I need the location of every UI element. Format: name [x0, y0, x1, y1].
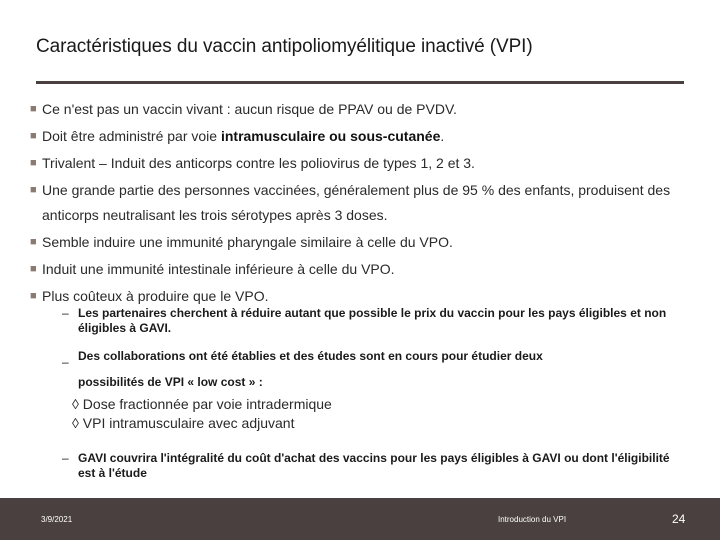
bullet-text: Plus coûteux à produire que le VPO.: [42, 288, 269, 304]
sub-sub-list: [62, 395, 682, 433]
footer-bar: [0, 498, 720, 540]
sub-bullet-item: [62, 451, 682, 481]
bullet-text: Ce n'est pas un vaccin vivant : aucun risque de PPAV ou de PVDV.: [42, 101, 457, 117]
bullet-text: Induit une immunité intestinale inférieure à celle du VPO.: [42, 261, 395, 277]
square-bullet-icon: ■: [30, 236, 37, 248]
sub-bullet-list: [62, 306, 682, 481]
bullet-item: [30, 178, 700, 228]
square-bullet-icon: ■: [30, 157, 37, 169]
sub-bullet-text-continued: possibilités de VPI « low cost » :: [78, 375, 263, 389]
dash-bullet-icon: –: [62, 355, 69, 369]
bullet-text-bold: intramusculaire ou sous-cutanée: [220, 128, 441, 144]
sub-bullet-item: [62, 306, 682, 336]
page-number: 24: [672, 512, 686, 526]
bullet-text-post: .: [440, 128, 445, 144]
sub-bullet-text: Des collaborations ont été établies et des études sont en cours pour étudier deux: [78, 349, 543, 363]
bullet-item: [30, 151, 700, 176]
footer-date: 3/9/2021: [41, 515, 73, 524]
sub-bullet-text: Les partenaires cherchent à réduire autant que possible le prix du vaccin pour les pays éligibles et non éligibles à GAVI.: [78, 306, 667, 335]
slide-title: Caractéristiques du vaccin antipoliomyélitique inactivé (VPI): [36, 36, 533, 57]
footer-presentation-name: Introduction du VPI: [498, 515, 567, 524]
square-bullet-icon: ■: [30, 184, 37, 196]
bullet-text: Une grande partie des personnes vaccinées, généralement plus de 95 % des enfants, produisent des anticorps neutralisant les trois sérotypes après 3 doses.: [42, 182, 671, 223]
bullet-item: [30, 230, 700, 255]
bullet-list: [30, 97, 700, 311]
sub-bullet-text: GAVI couvrira l'intégralité du coût d'achat des vaccins pour les pays éligibles à GAVI ou dont l'éligibilité est à l'étude: [78, 451, 670, 480]
bullet-text: Trivalent – Induit des anticorps contre les poliovirus de types 1, 2 et 3.: [42, 155, 475, 171]
square-bullet-icon: ■: [30, 290, 37, 302]
dash-bullet-icon: –: [62, 451, 69, 465]
bullet-item: [30, 124, 700, 149]
sub-sub-item: ◊ VPI intramusculaire avec adjuvant: [72, 415, 295, 431]
sub-bullet-item: [62, 349, 682, 390]
title-divider: [36, 81, 684, 84]
bullet-item: [30, 257, 700, 282]
square-bullet-icon: ■: [30, 263, 37, 275]
bullet-item: [30, 97, 700, 122]
square-bullet-icon: ■: [30, 103, 37, 115]
bullet-text: Semble induire une immunité pharyngale similaire à celle du VPO.: [42, 234, 453, 250]
sub-sub-item: ◊ Dose fractionnée par voie intradermique: [72, 396, 332, 412]
square-bullet-icon: ■: [30, 130, 37, 142]
bullet-text-pre: Doit être administré par voie: [42, 128, 221, 144]
dash-bullet-icon: –: [62, 306, 69, 320]
